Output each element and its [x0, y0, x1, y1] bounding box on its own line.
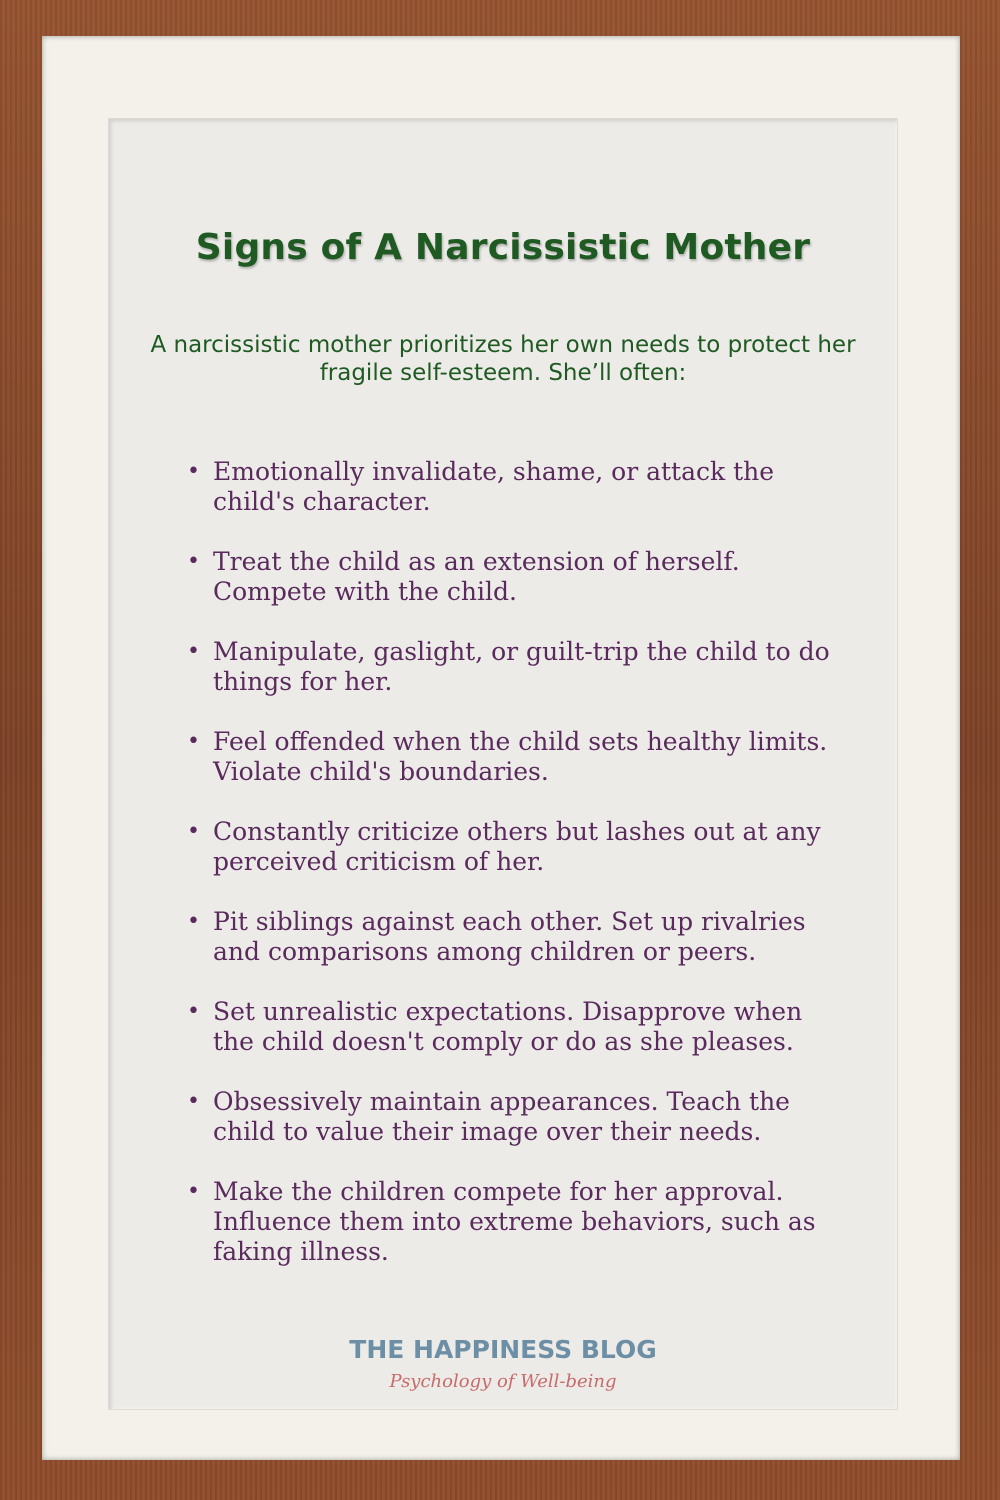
- list-item: [183, 727, 843, 787]
- bullet-icon: •: [187, 1179, 200, 1204]
- list-item-text: Obsessively maintain appearances. Teach the child to value their image over their needs.: [213, 1087, 790, 1146]
- poster-panel: [108, 118, 898, 1410]
- brand-tagline: Psychology of Well-being: [389, 1371, 617, 1392]
- bullet-icon: •: [187, 459, 200, 484]
- bullet-icon: •: [187, 729, 200, 754]
- bullet-icon: •: [187, 819, 200, 844]
- list-item: [183, 1087, 843, 1147]
- poster-title: Signs of A Narcissistic Mother: [195, 227, 811, 268]
- list-item-text: Feel offended when the child sets healthy limits. Violate child's boundaries.: [213, 727, 828, 786]
- list-item-text: Manipulate, gaslight, or guilt-trip the child to do things for her.: [213, 637, 830, 696]
- bullet-icon: •: [187, 909, 200, 934]
- list-item-text: Pit siblings against each other. Set up rivalries and comparisons among children or peers.: [213, 907, 806, 966]
- list-item-text: Emotionally invalidate, shame, or attack the child's character.: [213, 457, 775, 516]
- signs-list: [183, 457, 843, 1297]
- list-item-text: Treat the child as an extension of herself. Compete with the child.: [213, 547, 740, 606]
- list-item: [183, 547, 843, 607]
- bullet-icon: •: [187, 639, 200, 664]
- list-item-text: Constantly criticize others but lashes out at any perceived criticism of her.: [213, 817, 821, 876]
- list-item: [183, 997, 843, 1057]
- list-item: [183, 637, 843, 697]
- list-item-text: Set unrealistic expectations. Disapprove when the child doesn't comply or do as she pleases.: [213, 997, 803, 1056]
- poster-intro: A narcissistic mother prioritizes her own needs to protect her fragile self-esteem. She’ll often:: [150, 332, 856, 386]
- list-item-text: Make the children compete for her approval. Influence them into extreme behaviors, such as faking illness.: [213, 1177, 816, 1266]
- bullet-icon: •: [187, 549, 200, 574]
- list-item: [183, 1177, 843, 1267]
- list-item: [183, 457, 843, 517]
- bullet-icon: •: [187, 1089, 200, 1114]
- frame-mat: [42, 36, 960, 1460]
- bullet-icon: •: [187, 999, 200, 1024]
- brand-logo-text: THE HAPPINESS BLOG: [349, 1335, 657, 1364]
- list-item: [183, 817, 843, 877]
- list-item: [183, 907, 843, 967]
